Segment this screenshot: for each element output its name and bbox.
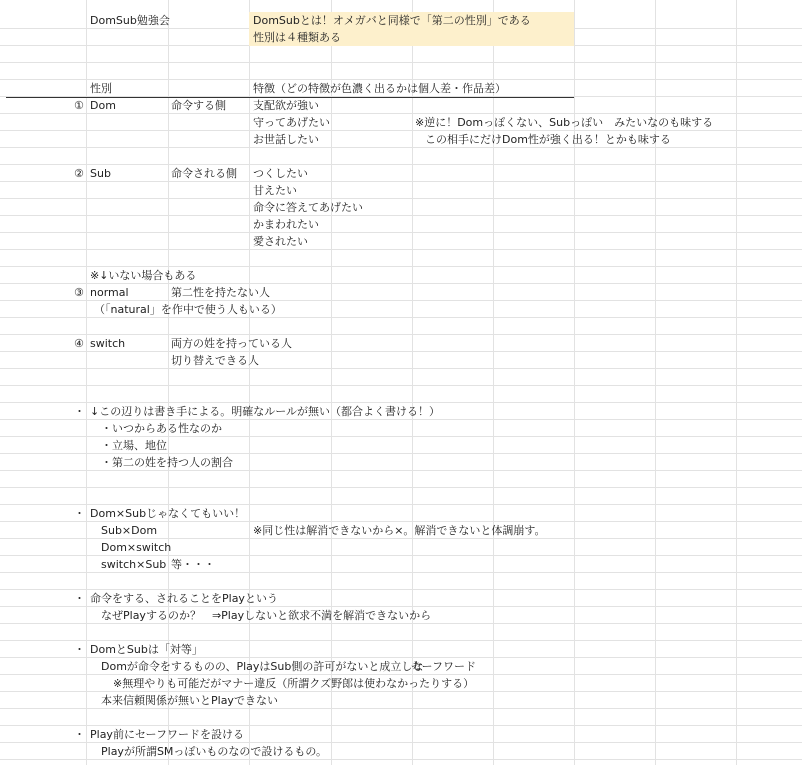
cell-about[interactable]: DomSubとは！オメガバと同様で「第二の性別」である bbox=[253, 14, 531, 27]
grid-row bbox=[0, 182, 802, 199]
cell-dom-note1[interactable]: ※逆に！Domっぽくない、Subっぽい みたいなのも味する bbox=[415, 116, 714, 129]
cell-b2-s2[interactable]: Dom×switch bbox=[101, 541, 172, 554]
grid-row bbox=[0, 760, 802, 765]
cell-switch[interactable]: switch bbox=[90, 337, 126, 350]
grid-row bbox=[0, 624, 802, 641]
grid-column-line bbox=[331, 0, 332, 765]
cell-b3-s1[interactable]: なぜPlayするのか？ ⇒Playしないと欲求不満を解消できないから bbox=[101, 609, 432, 622]
grid-row bbox=[0, 250, 802, 267]
cell-n3[interactable]: ③ bbox=[74, 286, 84, 299]
grid-row bbox=[0, 386, 802, 403]
cell-b5[interactable]: ・ bbox=[74, 728, 85, 741]
cell-b3[interactable]: ・ bbox=[74, 592, 85, 605]
cell-n1[interactable]: ① bbox=[74, 99, 84, 112]
cell-b4[interactable]: ・ bbox=[74, 643, 85, 656]
cell-b1-s2[interactable]: ・立場、地位 bbox=[101, 439, 167, 452]
cell-b2-s1[interactable]: Sub×Dom bbox=[101, 524, 158, 537]
cell-sub-role[interactable]: 命令される側 bbox=[171, 167, 237, 180]
grid-column-line bbox=[412, 0, 413, 765]
cell-b5-text[interactable]: Play前にセーフワードを設ける bbox=[90, 728, 244, 741]
cell-n2[interactable]: ② bbox=[74, 167, 84, 180]
cell-normal-desc[interactable]: 第二性を持たない人 bbox=[171, 286, 270, 299]
grid-row bbox=[0, 352, 802, 369]
grid-row bbox=[0, 233, 802, 250]
cell-b2-text[interactable]: Dom×Subじゃなくてもいい！ bbox=[90, 507, 246, 520]
cell-b2[interactable]: ・ bbox=[74, 507, 85, 520]
grid-row bbox=[0, 97, 802, 114]
cell-dom[interactable]: Dom bbox=[90, 99, 116, 112]
cell-b4-s1b[interactable]: セーフワード bbox=[411, 660, 477, 673]
grid-row bbox=[0, 63, 802, 80]
cell-b1[interactable]: ・ bbox=[74, 405, 85, 418]
cell-b2-note[interactable]: ※同じ性は解消できないから×。解消できないと体調崩す。 bbox=[253, 524, 546, 537]
cell-b4-s3[interactable]: 本来信頼関係が無いとPlayできない bbox=[101, 694, 278, 707]
grid-row bbox=[0, 199, 802, 216]
cell-b5-s1[interactable]: Playが所謂SMっぽいものなので設けるもの。 bbox=[101, 745, 327, 758]
grid-row bbox=[0, 148, 802, 165]
grid-row bbox=[0, 471, 802, 488]
cell-dom-role[interactable]: 命令する側 bbox=[171, 99, 226, 112]
cell-sub-t3[interactable]: 命令に答えてあげたい bbox=[253, 201, 363, 214]
cell-b2-s3[interactable]: switch×Sub bbox=[101, 558, 167, 571]
cell-sub-t1[interactable]: つくしたい bbox=[253, 167, 308, 180]
grid-row bbox=[0, 709, 802, 726]
cell-dom-t1[interactable]: 支配欲が強い bbox=[253, 99, 319, 112]
cell-hdr-gender[interactable]: 性別 bbox=[90, 82, 112, 95]
cell-sub[interactable]: Sub bbox=[90, 167, 111, 180]
cell-switch-d1[interactable]: 両方の姓を持っている人 bbox=[171, 337, 292, 350]
grid-row bbox=[0, 216, 802, 233]
grid-column-line bbox=[86, 0, 87, 765]
cell-natural-note[interactable]: （「natural」を作中で使う人もいる） bbox=[94, 303, 282, 316]
cell-n4[interactable]: ④ bbox=[74, 337, 84, 350]
grid-row bbox=[0, 573, 802, 590]
grid-row bbox=[0, 131, 802, 148]
grid-row bbox=[0, 165, 802, 182]
cell-b1-s1[interactable]: ・いつからある性なのか bbox=[101, 422, 222, 435]
grid-row bbox=[0, 488, 802, 505]
cell-sub-t4[interactable]: かまわれたい bbox=[253, 218, 319, 231]
cell-dom-t3[interactable]: お世話したい bbox=[253, 133, 319, 146]
grid-column-line bbox=[736, 0, 737, 765]
cell-normal[interactable]: normal bbox=[90, 286, 129, 299]
cell-b1-s3[interactable]: ・第二の姓を持つ人の割合 bbox=[101, 456, 233, 469]
cell-b2-etc[interactable]: 等・・・ bbox=[171, 558, 215, 571]
cell-b4-text[interactable]: DomとSubは「対等」 bbox=[90, 643, 203, 656]
cell-b4-s1[interactable]: Domが命令をするものの、PlayはSub側の許可がないと成立しな bbox=[101, 660, 424, 673]
cell-switch-d2[interactable]: 切り替えできる人 bbox=[171, 354, 259, 367]
grid-row bbox=[0, 318, 802, 335]
cell-maybe-absent[interactable]: ※↓いない場合もある bbox=[90, 269, 197, 282]
cell-dom-note2[interactable]: この相手にだけDom性が強く出る！とかも味する bbox=[425, 133, 671, 146]
cell-sub-t5[interactable]: 愛されたい bbox=[253, 235, 308, 248]
grid-row bbox=[0, 46, 802, 63]
cell-title[interactable]: DomSub勉強会 bbox=[90, 14, 170, 27]
grid-column-line bbox=[249, 0, 250, 765]
cell-hdr-traits[interactable]: 特徴（どの特徴が色濃く出るかは個人差・作品差） bbox=[253, 82, 506, 95]
cell-sub-t2[interactable]: 甘えたい bbox=[253, 184, 297, 197]
grid-row bbox=[0, 369, 802, 386]
cell-b1-text[interactable]: ↓この辺りは書き手による。明確なルールが無い（都合よく書ける！） bbox=[90, 405, 440, 418]
cell-dom-t2[interactable]: 守ってあげたい bbox=[253, 116, 330, 129]
cell-kinds[interactable]: 性別は４種類ある bbox=[253, 31, 341, 44]
cell-b3-text[interactable]: 命令をする、されることをPlayという bbox=[90, 592, 278, 605]
cell-b4-s2[interactable]: ※無理やりも可能だがマナー違反（所謂クズ野郎は使わなかったりする） bbox=[113, 677, 475, 690]
